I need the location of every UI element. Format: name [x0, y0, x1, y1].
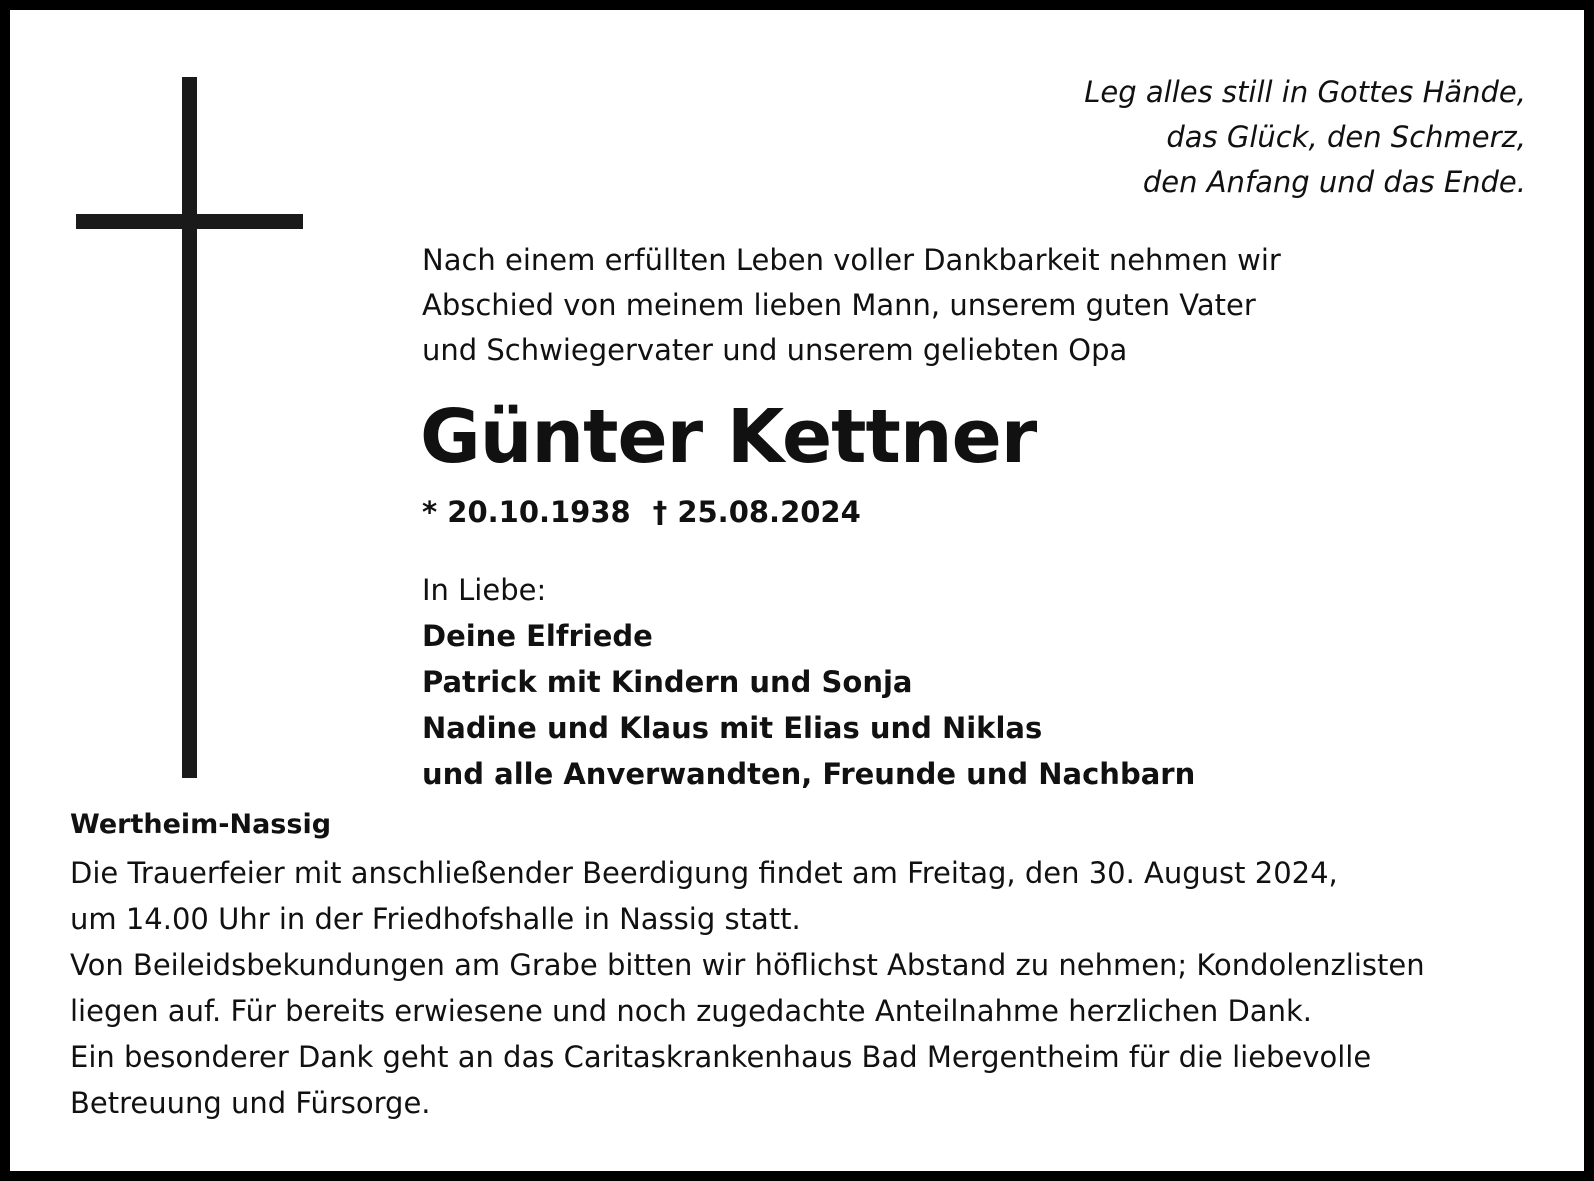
details-line: Von Beileidsbekundungen am Grabe bitten wir höflichst Abstand zu nehmen; Kondolenzlisten: [70, 948, 1425, 982]
mourners-label: In Liebe:: [422, 573, 547, 607]
intro-line: Nach einem erfüllten Leben voller Dankbarkeit nehmen wir: [422, 243, 1281, 277]
mourners-list: [422, 613, 1195, 797]
funeral-details: [70, 850, 1425, 1126]
intro-line: und Schwiegervater und unserem geliebten Opa: [422, 333, 1128, 367]
details-line: Betreuung und Fürsorge.: [70, 1086, 431, 1120]
intro-text: [422, 238, 1281, 373]
quote-line: den Anfang und das Ende.: [1142, 165, 1526, 199]
quote-line: das Glück, den Schmerz,: [1166, 120, 1526, 154]
cross-horizontal-beam: [76, 214, 303, 229]
quote-verse: [1084, 70, 1526, 205]
intro-line: Abschied von meinem lieben Mann, unserem guten Vater: [422, 288, 1256, 322]
details-line: liegen auf. Für bereits erwiesene und noch zugedachte Anteilnahme herzlichen Dank.: [70, 994, 1312, 1028]
details-line: um 14.00 Uhr in der Friedhofshalle in Nassig statt.: [70, 902, 801, 936]
mourner-entry: Nadine und Klaus mit Elias und Niklas: [422, 711, 1043, 745]
death-date: † 25.08.2024: [652, 495, 861, 529]
details-line: Die Trauerfeier mit anschließender Beerdigung findet am Freitag, den 30. August 2024,: [70, 856, 1338, 890]
deceased-name: Günter Kettner: [420, 394, 1037, 480]
birth-date: * 20.10.1938: [422, 495, 631, 529]
cross-vertical-beam: [182, 77, 197, 778]
quote-line: Leg alles still in Gottes Hände,: [1084, 75, 1526, 109]
mourner-entry: und alle Anverwandten, Freunde und Nachbarn: [422, 757, 1196, 791]
mourner-entry: Patrick mit Kindern und Sonja: [422, 665, 913, 699]
mourner-entry: Deine Elfriede: [422, 619, 653, 653]
place-name: Wertheim-Nassig: [70, 809, 332, 840]
life-dates: [422, 490, 861, 534]
details-line: Ein besonderer Dank geht an das Caritaskrankenhaus Bad Mergentheim für die liebevolle: [70, 1040, 1372, 1074]
